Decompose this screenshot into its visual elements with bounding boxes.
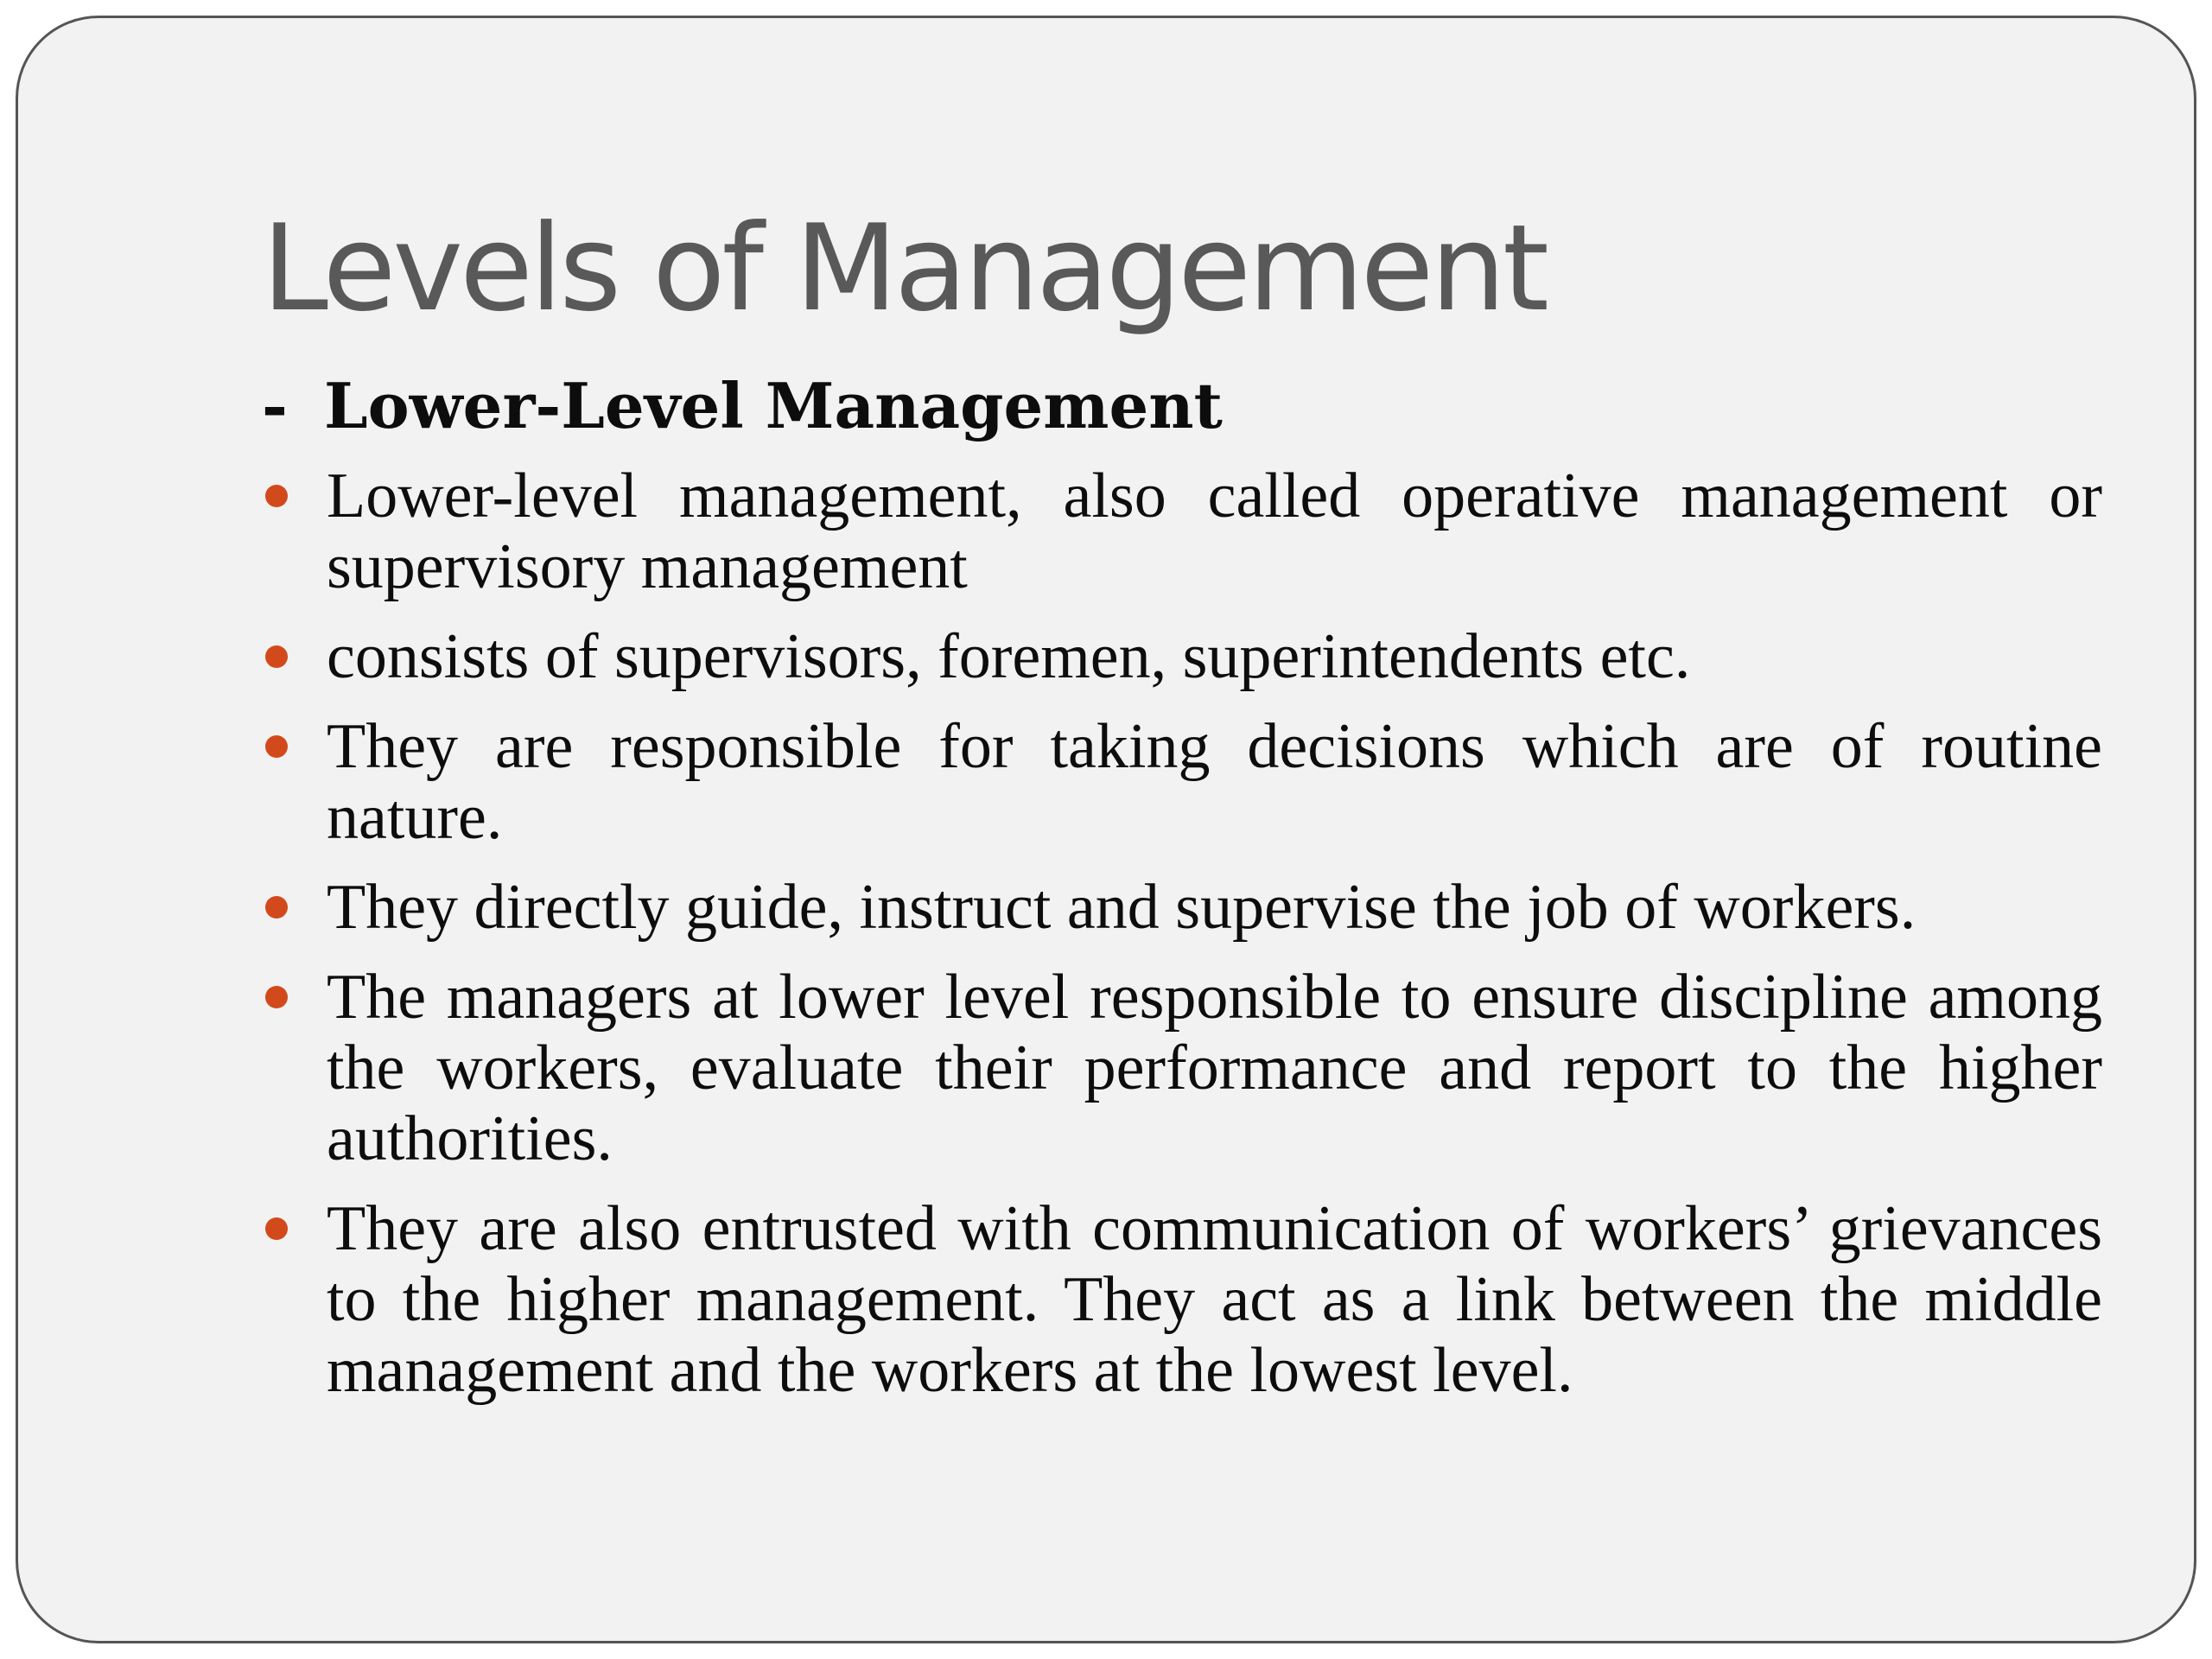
list-item [262,461,2102,602]
subheading-dash: - [262,369,288,442]
bullet-text: They are also entrusted with communication of workers’ grievances to the higher management. They act as a link between the middle management and the workers at the lowest level. [327,1193,2102,1406]
bullet-dot-icon [265,896,288,918]
bullet-text: consists of supervisors, foremen, superintendents etc. [327,621,1691,692]
bullet-dot-icon [265,735,288,758]
bullet-dot-icon [265,645,288,668]
bullet-dot-icon [265,485,288,507]
slide [16,16,2196,1643]
bullet-dot-icon [265,986,288,1008]
list-item [262,962,2102,1174]
bullet-dot-icon [265,1217,288,1240]
subheading-text: Lower-Level Management [324,369,1223,442]
list-item [262,711,2102,853]
bullet-text: The managers at lower level responsible to ensure discipline among the workers, evaluate their performance and report to the higher authorities. [327,962,2102,1174]
bullet-list [262,461,2102,1425]
bullet-text: Lower-level management, also called operative management or supervisory management [327,461,2102,602]
bullet-text: They directly guide, instruct and supervise the job of workers. [327,872,1916,943]
slide-title: Levels of Management [262,199,1546,338]
list-item [262,621,2102,692]
bullet-text: They are responsible for taking decisions which are of routine nature. [327,711,2102,853]
subheading [262,367,1223,445]
list-item [262,872,2102,943]
list-item [262,1193,2102,1406]
